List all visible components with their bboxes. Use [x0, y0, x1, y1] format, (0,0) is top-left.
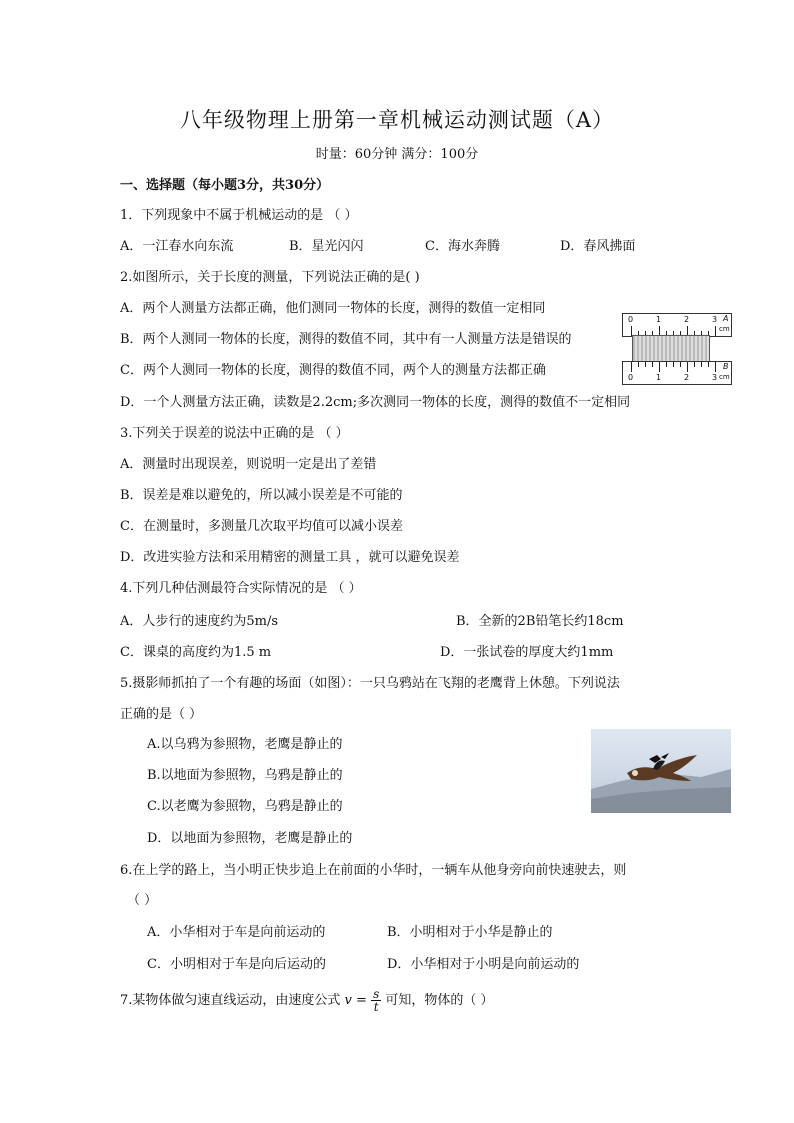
q2-stem: 2.如图所示，关于长度的测量，下列说法正确的是( ): [120, 270, 420, 285]
q1-stem: 1．下列现象中不属于机械运动的是 （ ）: [120, 208, 358, 223]
q7-stem-after: 可知，物体的（ ）: [385, 993, 494, 1008]
ruler-a-label: A: [723, 314, 729, 323]
q4-option-c: C．课桌的高度约为1.5 m: [120, 645, 272, 660]
q6-stem-line1: 6.在上学的路上，当小明正快步追上在前面的小华时，一辆车从他身旁向前快速驶去，则: [120, 863, 627, 878]
ruler-a-num-0: 0: [628, 315, 634, 324]
section-heading: 一、选择题（每小题3分，共30分）: [120, 178, 330, 193]
q6-option-a: A．小华相对于车是向前运动的: [147, 925, 326, 940]
q2-option-c: C．两个人测同一物体的长度，测得的数值不同，两个人的测量方法都正确: [120, 363, 546, 378]
q5-option-d: D．以地面为参照物，老鹰是静止的: [147, 831, 353, 846]
formula-numerator: s: [373, 987, 380, 1001]
formula-denominator: t: [373, 1000, 379, 1014]
q3-option-b: B．误差是难以避免的，所以减小误差是不可能的: [120, 488, 403, 503]
q3-stem: 3.下列关于误差的说法中正确的是 （ ）: [120, 426, 349, 441]
q2-option-d: D．一个人测量方法正确，读数是2.2cm;多次测同一物体的长度，测得的数值不一定相同: [120, 395, 631, 410]
exam-info: 时量：60分钟 满分：100分: [315, 147, 479, 162]
ruler-a-num-1: 1: [656, 315, 662, 324]
q1-option-b: B．星光闪闪: [289, 239, 364, 254]
page-title: 八年级物理上册第一章机械运动测试题（A）: [179, 108, 615, 132]
ruler-b-unit: cm: [719, 373, 730, 381]
eagle-crow-photo: [591, 729, 731, 813]
ruler-b-num-3: 3: [712, 373, 718, 382]
q4-stem: 4.下列几种估测最符合实际情况的是 （ ）: [120, 581, 362, 596]
q6-option-b: B．小明相对于小华是静止的: [387, 925, 553, 940]
q5-option-a: A.以乌鸦为参照物，老鹰是静止的: [147, 737, 343, 752]
q4-option-d: D．一张试卷的厚度大约1mm: [440, 645, 614, 660]
q5-stem-line2: 正确的是（ ）: [120, 707, 203, 722]
q1-option-a: A．一江春水向东流: [120, 239, 234, 254]
ruler-b: [622, 361, 732, 385]
q1-option-d: D．春风拂面: [560, 239, 636, 254]
q3-option-d: D．改进实验方法和采用精密的测量工具 ，就可以避免误差: [120, 550, 460, 565]
q5-option-b: B.以地面为参照物，乌鸦是静止的: [147, 768, 343, 783]
ruler-b-num-2: 2: [684, 373, 690, 382]
ruler-b-num-1: 1: [656, 373, 662, 382]
q6-option-d: D．小华相对于小明是向前运动的: [387, 957, 580, 972]
q1-option-c: C．海水奔腾: [425, 239, 500, 254]
ruler-a-num-3: 3: [712, 315, 718, 324]
ruler-a-unit: cm: [719, 325, 730, 333]
q4-option-a: A．人步行的速度约为5m/s: [120, 614, 279, 629]
q4-option-b: B．全新的2B铅笔长约18cm: [456, 614, 624, 629]
speed-formula: [371, 988, 381, 1013]
ruler-a: [622, 313, 732, 337]
formula-lhs: v =: [344, 993, 367, 1008]
ruler-figure: [618, 311, 734, 387]
q2-option-b: B．两个人测同一物体的长度，测得的数值不同，其中有一人测量方法是错误的: [120, 332, 572, 347]
q6-option-c: C．小明相对于车是向后运动的: [147, 957, 326, 972]
q3-option-a: A．测量时出现误差，则说明一定是出了差错: [120, 457, 377, 472]
q7-stem-before: 7.某物体做匀速直线运动，由速度公式: [120, 993, 341, 1008]
eagle-crow-image: [591, 729, 731, 813]
ruler-a-num-2: 2: [684, 315, 690, 324]
ruler-b-num-0: 0: [628, 373, 634, 382]
q2-option-a: A．两个人测量方法都正确，他们测同一物体的长度，测得的数值一定相同: [120, 301, 546, 316]
q5-option-c: C.以老鹰为参照物，乌鸦是静止的: [147, 799, 343, 814]
q6-stem-line2: （ ）: [127, 893, 158, 908]
q5-stem-line1: 5.摄影师抓拍了一个有趣的场面（如图）：一只乌鸦站在飞翔的老鹰背上休憩。下列说法: [120, 676, 620, 691]
q7-stem: [120, 986, 494, 1016]
measured-object: [632, 335, 710, 363]
q3-option-c: C．在测量时，多测量几次取平均值可以减小误差: [120, 519, 403, 534]
ruler-b-label: B: [723, 362, 729, 371]
